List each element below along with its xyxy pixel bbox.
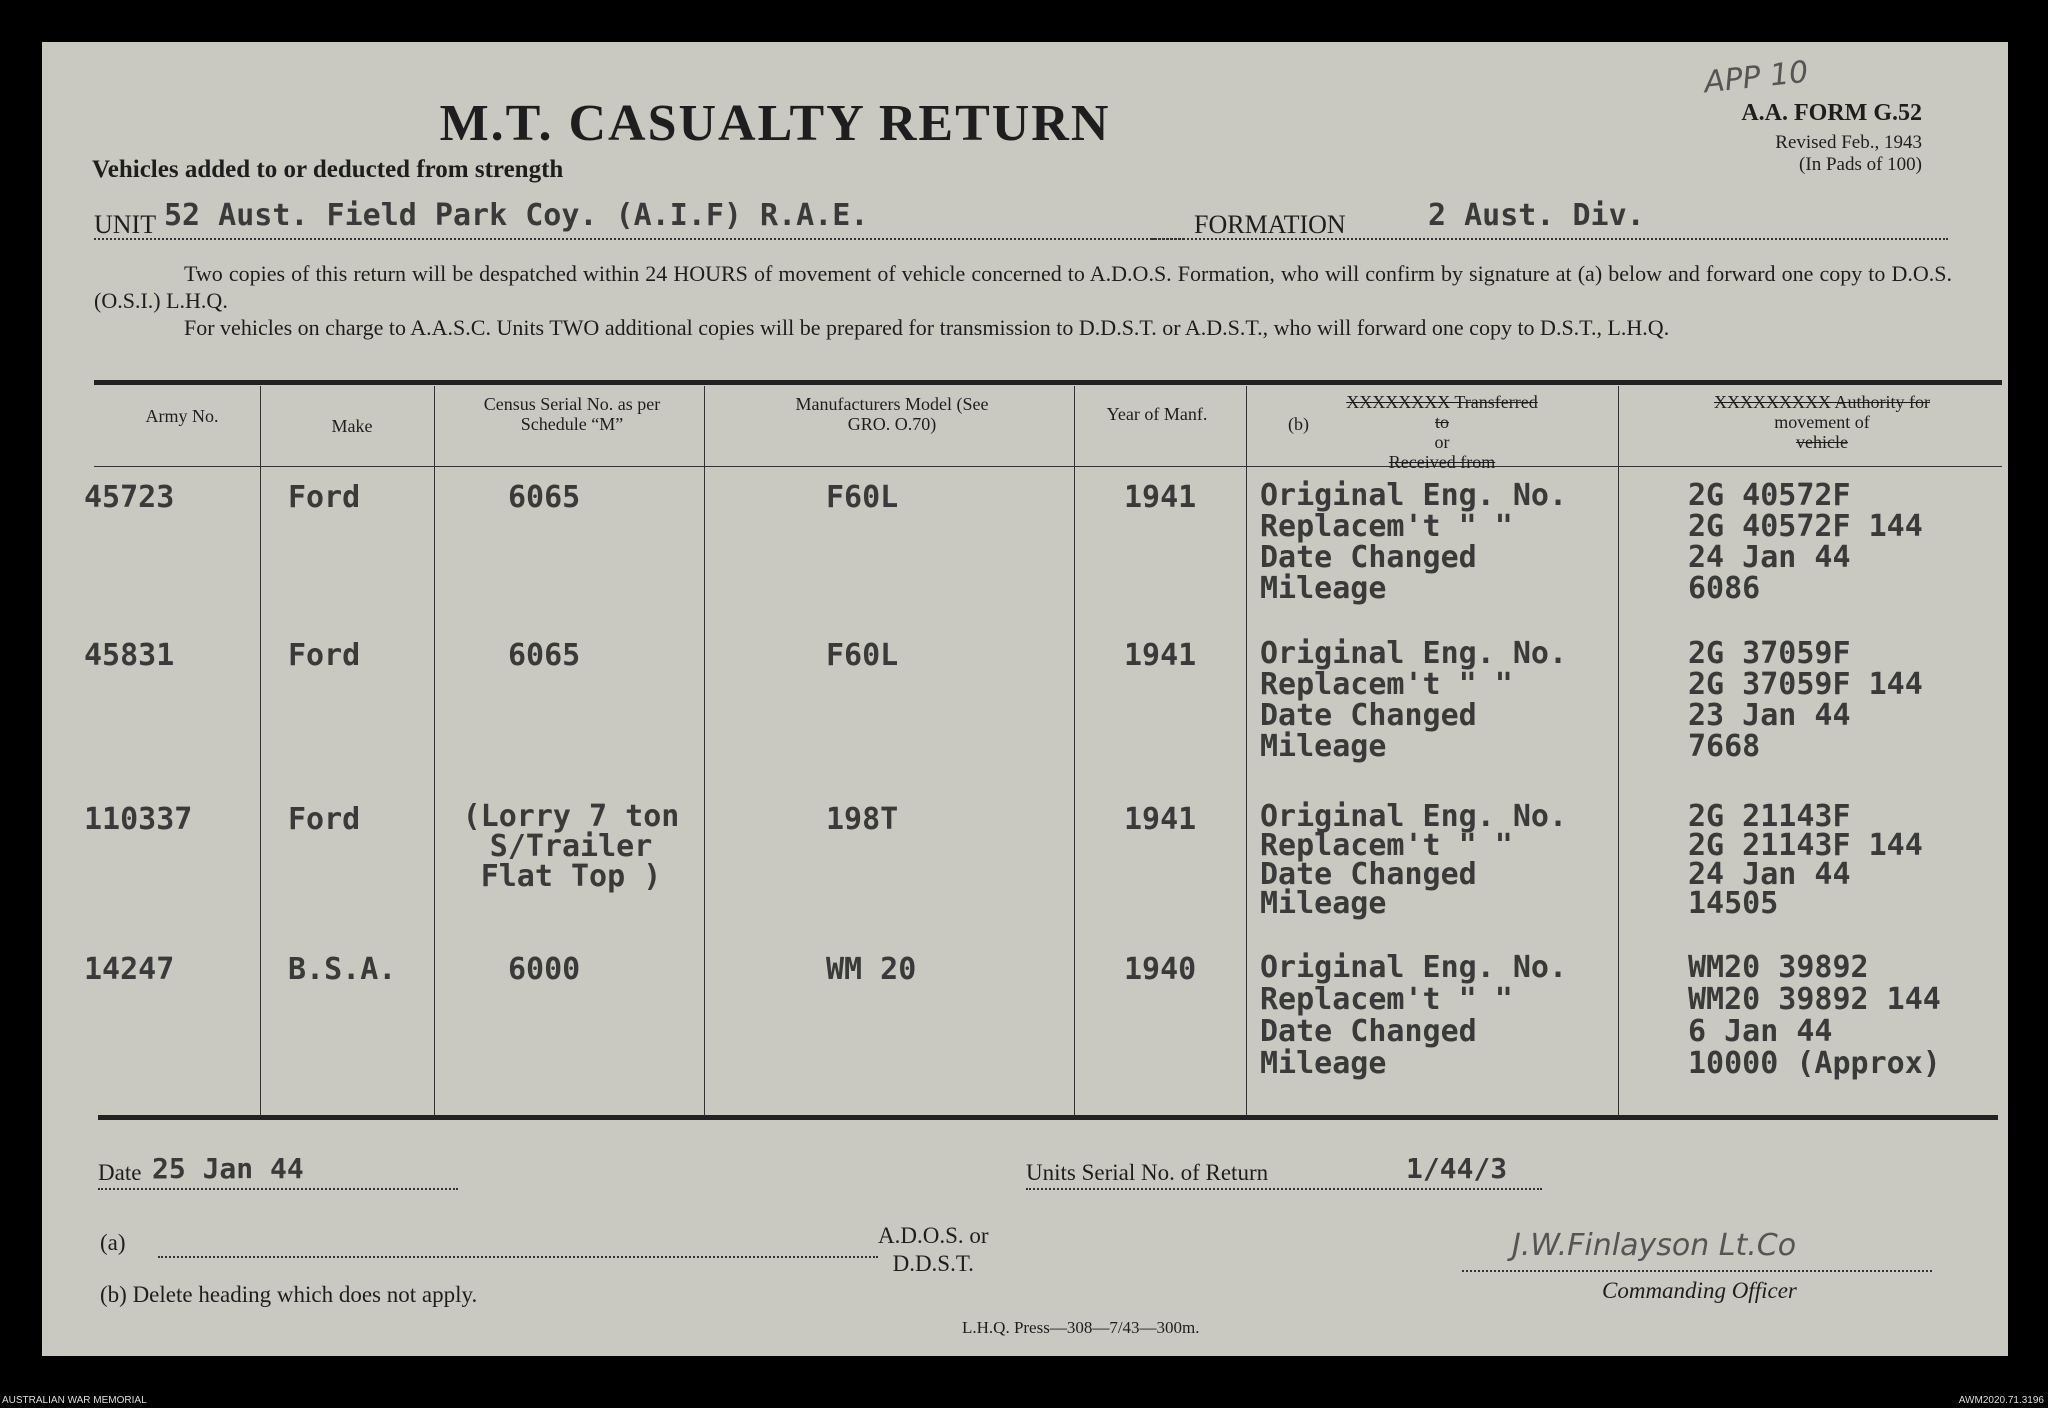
authority-line: 6 Jan 44 <box>1688 1014 1833 1049</box>
detail-line: Date Changed <box>1260 1014 1477 1049</box>
column-divider <box>704 386 705 1116</box>
pad-count: (In Pads of 100) <box>1799 154 1922 175</box>
column-divider <box>1246 386 1247 1116</box>
table-bottom-rule <box>98 1115 1998 1120</box>
serial-line <box>1026 1152 1542 1190</box>
authority-line: WM20 39892 <box>1688 950 1869 985</box>
row3-census: (Lorry 7 ton S/Trailer Flat Top ) <box>462 799 680 894</box>
detail-line: Date Changed <box>1260 540 1477 575</box>
detail-line: Replacem't " " <box>1260 982 1513 1017</box>
form-revision <box>1775 132 1922 176</box>
press-imprint: L.H.Q. Press—308—7/43—300m. <box>962 1318 1200 1337</box>
row1-make: Ford <box>288 480 361 515</box>
column-divider <box>1074 386 1075 1116</box>
detail-line: Date Changed <box>1260 857 1477 892</box>
header-make: Make <box>331 416 373 436</box>
instructions <box>94 260 1952 341</box>
row2-make: Ford <box>288 638 361 673</box>
authority-line: 24 Jan 44 <box>1688 857 1851 892</box>
instruction-paragraph-1: Two copies of this return will be despatched within 24 HOURS of movement of vehicle concerned to A.D.O.S. Formation, who will confirm by signature at (a) below and forward one copy to D.O.S. (O.S.I.) L.H.Q. <box>94 261 1952 313</box>
header-census: Census Serial No. as per Schedule “M” <box>483 394 661 434</box>
detail-line: Date Changed <box>1260 698 1477 733</box>
header-army-no: Army No. <box>145 406 219 426</box>
authority-line: 24 Jan 44 <box>1688 540 1851 575</box>
authority-line: 2G 21143F 144 <box>1688 828 1923 863</box>
serial-label: Units Serial No. of Return <box>1026 1160 1269 1185</box>
row2-year: 1941 <box>1124 638 1197 673</box>
header-year: Year of Manf. <box>1106 404 1208 424</box>
row3-model: 198T <box>826 802 899 837</box>
detail-line: Mileage <box>1260 1046 1387 1081</box>
header-transferred <box>1342 392 1542 472</box>
serial-value: 1/44/3 <box>1406 1152 1508 1185</box>
column-divider <box>260 386 261 1116</box>
row4-model: WM 20 <box>826 952 917 987</box>
authority-line: 6086 <box>1688 571 1761 606</box>
row4-army-no: 14247 <box>84 952 175 987</box>
authority-line: 2G 37059F 144 <box>1688 667 1923 702</box>
authority-line: 2G 21143F <box>1688 799 1851 834</box>
form-number: A.A. FORM G.52 <box>1741 100 1922 126</box>
row1-year: 1941 <box>1124 480 1197 515</box>
row2-model: F60L <box>826 638 899 673</box>
form-subtitle: Vehicles added to or deducted from strength <box>92 156 564 183</box>
detail-line: Replacem't " " <box>1260 828 1513 863</box>
header-transferred-line2: or <box>1434 432 1450 452</box>
row1-army-no: 45723 <box>84 480 175 515</box>
officer-signature-line <box>1462 1262 1932 1272</box>
row2-authority <box>1688 638 1923 762</box>
row1-authority <box>1688 480 1923 604</box>
row4-details <box>1260 952 1567 1080</box>
header-authority <box>1702 392 1942 452</box>
instruction-paragraph-2: For vehicles on charge to A.A.S.C. Units TWO additional copies will be prepared for transmission to D.D.S.T. or A.D.S.T., who will forward one copy to D.S.T., L.H.Q. <box>184 315 1670 340</box>
formation-value: 2 Aust. Div. <box>1428 198 1645 233</box>
ados-label <box>878 1222 989 1278</box>
row3-army-no: 110337 <box>84 802 193 837</box>
date-value: 25 Jan 44 <box>152 1152 304 1185</box>
date-label: Date <box>98 1160 142 1185</box>
handwritten-reference: APP 10 <box>1702 54 1810 101</box>
formation-line <box>1152 198 1948 240</box>
header-authority-line3: vehicle <box>1796 432 1848 452</box>
row4-year: 1940 <box>1124 952 1197 987</box>
authority-line: 14505 <box>1688 886 1779 921</box>
detail-line: Mileage <box>1260 729 1387 764</box>
ados-line1: A.D.O.S. or <box>878 1223 989 1248</box>
header-transferred-line1: XXXXXXXX Transferred to <box>1346 392 1538 432</box>
revised-date: Revised Feb., 1943 <box>1775 132 1922 153</box>
form-title: M.T. CASUALTY RETURN <box>439 95 1111 152</box>
row1-census: 6065 <box>508 480 581 515</box>
row2-army-no: 45831 <box>84 638 175 673</box>
detail-line: Mileage <box>1260 886 1387 921</box>
archive-caption-left: AUSTRALIAN WAR MEMORIAL <box>2 1395 147 1406</box>
row1-model: F60L <box>826 480 899 515</box>
row2-census: 6065 <box>508 638 581 673</box>
detail-line: Mileage <box>1260 571 1387 606</box>
column-divider <box>434 386 435 1116</box>
row3-make: Ford <box>288 802 361 837</box>
header-authority-line2: movement of <box>1774 412 1870 432</box>
authority-line: 2G 37059F <box>1688 636 1851 671</box>
unit-label: UNIT <box>94 210 157 239</box>
header-transferred-line3: Received from <box>1388 452 1496 472</box>
authority-line: WM20 39892 144 <box>1688 982 1941 1017</box>
authority-line: 23 Jan 44 <box>1688 698 1851 733</box>
ados-a-label: (a) <box>100 1230 126 1255</box>
header-model: Manufacturers Model (See GRO. O.70) <box>795 394 989 434</box>
delete-heading-note: (b) Delete heading which does not apply. <box>100 1282 478 1307</box>
row4-census: 6000 <box>508 952 581 987</box>
table-top-rule <box>94 380 2002 385</box>
header-authority-line1: XXXXXXXXX Authority for <box>1714 392 1930 412</box>
row4-authority <box>1688 952 1941 1080</box>
officer-signature: J.W.Finlayson Lt.Co <box>1512 1228 1797 1263</box>
column-divider <box>1618 386 1619 1116</box>
archive-caption-right: AWM2020.71.3196 <box>1958 1395 2044 1406</box>
detail-line: Replacem't " " <box>1260 509 1513 544</box>
row3-year: 1941 <box>1124 802 1197 837</box>
date-line <box>98 1152 458 1190</box>
detail-line: Original Eng. No. <box>1260 950 1568 985</box>
authority-line: 2G 40572F <box>1688 478 1851 513</box>
ados-line2: D.D.S.T. <box>892 1251 974 1276</box>
header-b-mark: (b) <box>1288 414 1309 434</box>
unit-value: 52 Aust. Field Park Coy. (A.I.F) R.A.E. <box>164 198 869 233</box>
row1-details <box>1260 480 1567 604</box>
authority-line: 10000 (Approx) <box>1688 1046 1941 1081</box>
commanding-officer-label: Commanding Officer <box>1602 1278 1797 1303</box>
unit-line <box>94 198 1184 240</box>
formation-label: FORMATION <box>1194 210 1346 239</box>
detail-line: Original Eng. No. <box>1260 799 1568 834</box>
detail-line: Replacem't " " <box>1260 667 1513 702</box>
detail-line: Original Eng. No. <box>1260 478 1568 513</box>
ados-signature-line <box>158 1238 878 1258</box>
row3-authority <box>1688 799 1923 921</box>
form-sheet <box>42 42 2008 1356</box>
row4-make: B.S.A. <box>288 952 397 987</box>
row3-details <box>1260 799 1568 921</box>
authority-line: 7668 <box>1688 729 1761 764</box>
row2-details <box>1260 638 1567 762</box>
table-header-rule <box>94 466 2002 467</box>
detail-line: Original Eng. No. <box>1260 636 1568 671</box>
authority-line: 2G 40572F 144 <box>1688 509 1923 544</box>
